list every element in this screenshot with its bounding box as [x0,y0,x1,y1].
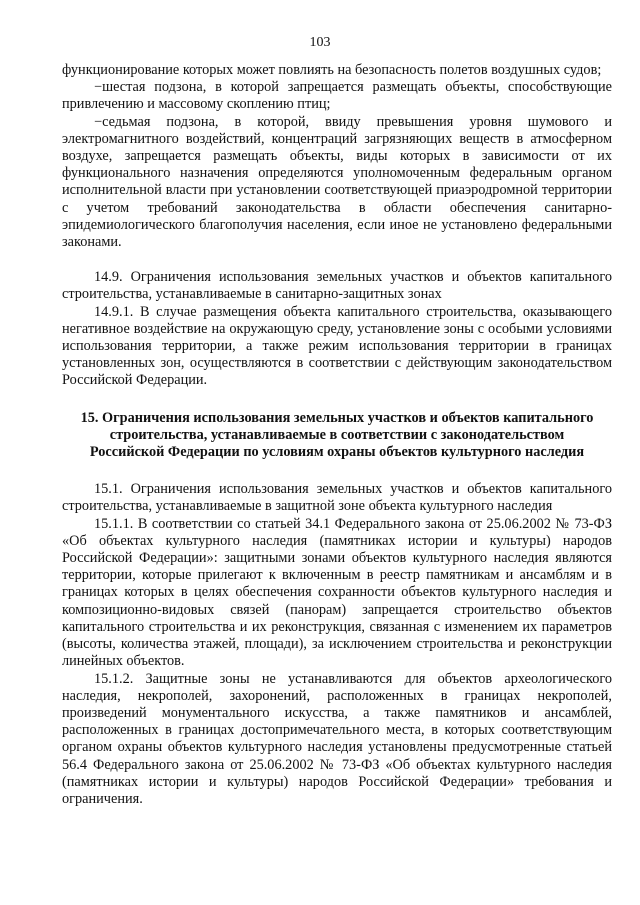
page-number: 103 [309,35,331,50]
section-15-heading [62,410,612,462]
paragraph-subzone-6: −шестая подзона, в которой запрещается размещать объекты, способствующие привлечению и массовому скоплению птиц; [62,79,612,113]
paragraph-15-1: 15.1. Ограничения использования земельных участков и объектов капитального строительства, устанавливаемые в защитной зоне объекта культурного наследия [62,481,612,515]
document-body [62,62,612,808]
paragraph-14-9-1: 14.9.1. В случае размещения объекта капитального строительства, оказывающего негативное воздействие на окружающую среду, установление зоны с особыми условиями использования территории, а также режим использования территории в границах установленных зон, осуществляются в соответствии с действующим законодательством Российской Федерации. [62,303,612,389]
section-15-heading-line1: 15. Ограничения использования земельных участков и объектов капитального [80,409,594,426]
section-15-heading-line2: строительства, устанавливаемые в соответствии с законодательством [109,426,565,443]
paragraph-continuation: функционирование которых может повлиять на безопасность полетов воздушных судов; [62,62,602,78]
paragraph-15-1-2: 15.1.2. Защитные зоны не устанавливаются для объектов археологического наследия, некрополей, захоронений, расположенных в границах некрополей, произведений монументального искусства, а также памятников и ансамблей, расположенных в границах достопримечательного места, в которых соответствующим органом охраны объектов культурного наследия установлены предусмотренные статьей 56.4 Федерального закона от 25.06.2002 № 73-ФЗ «Об объектах культурного наследия (памятниках истории и культуры) народов Российской Федерации» требования и ограничения. [62,670,612,807]
section-15-heading-line3: Российской Федерации по условиям охраны объектов культурного наследия [89,444,585,461]
paragraph-subzone-7: −седьмая подзона, в которой, ввиду превышения уровня шумового и электромагнитного воздействий, концентраций загрязняющих веществ в атмосферном воздухе, запрещается размещать объекты, виды которых в зависимости от их функционального назначения определяются уполномоченным федеральным органом исполнительной власти при установлении соответствующей приаэродромной территории с учетом требований законодательства в области обеспечения санитарно-эпидемиологического благополучия населения, если иное не установлено федеральными законами. [62,113,612,251]
paragraph-15-1-1: 15.1.1. В соответствии со статьей 34.1 Федерального закона от 25.06.2002 № 73-ФЗ «Об объектах культурного наследия (памятниках истории и культуры) народов Российской Федерации»: защитными зонами объектов культурного наследия являются территории, которые прилегают к включенным в реестр памятникам и ансамблям и в границах которых в целях обеспечения сохранности объектов культурного наследия и композиционно-видовых связей (панорам) запрещается строительство объектов капитального строительства и их реконструкция, связанная с изменением их параметров (высоты, количества этажей, площади), за исключением строительства и реконструкции линейных объектов. [62,515,612,670]
section-14-9-title: 14.9. Ограничения использования земельных участков и объектов капитального строительства, устанавливаемые в санитарно-защитных зонах [62,269,612,303]
